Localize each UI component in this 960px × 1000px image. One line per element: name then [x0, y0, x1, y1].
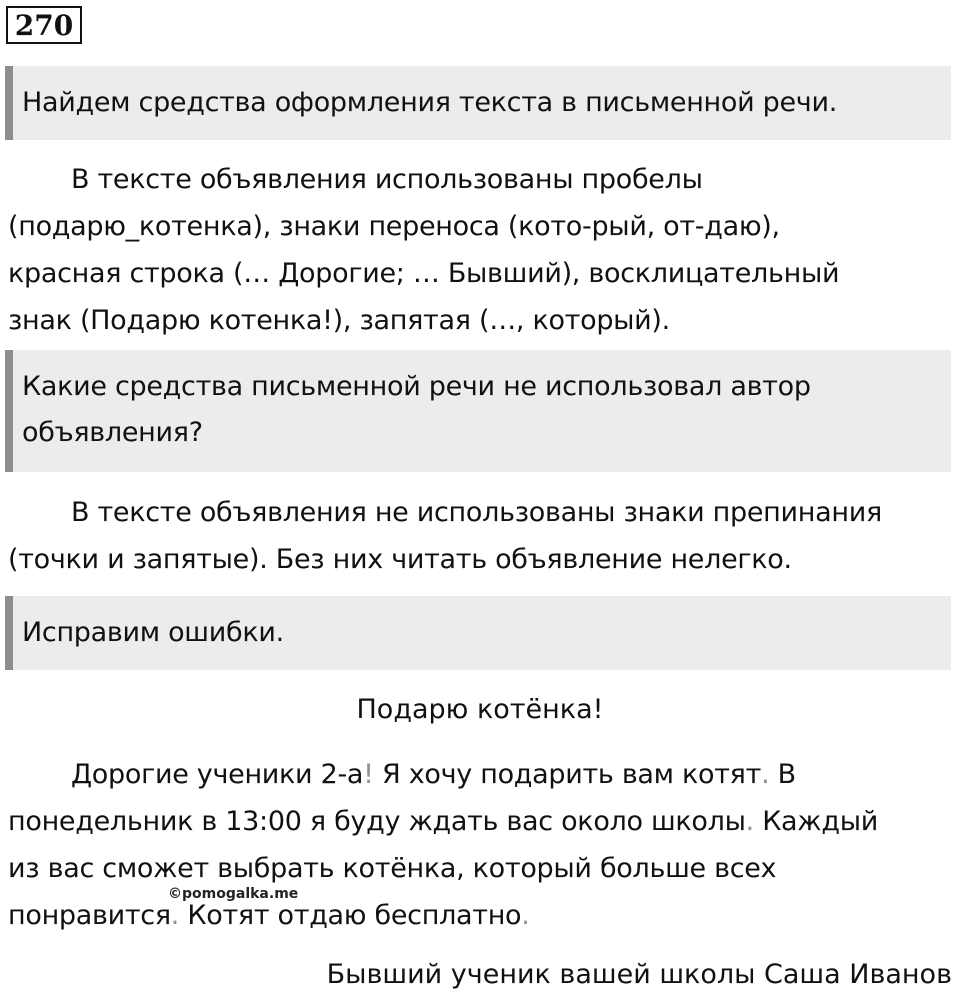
question-text-3: Исправим ошибки.: [22, 617, 284, 648]
notice-line-4: [8, 892, 953, 939]
notice-signature: Бывший ученик вашей школы Саша Иванов: [326, 959, 952, 990]
notice-line-2-part-a: понедельник в 13:00 я буду ждать вас около школы: [8, 806, 746, 837]
added-period-mark: .: [761, 759, 770, 790]
question-2-line-1: Какие средства письменной речи не использовал автор: [22, 371, 811, 402]
added-period-mark: .: [745, 806, 754, 837]
answer-1-line-2: (подарю_котенка), знаки переноса (кото-рый, от-даю),: [8, 211, 780, 242]
task-number-badge: 270: [6, 6, 82, 44]
question-block-3: [5, 596, 951, 670]
added-exclamation-mark: !: [363, 759, 374, 790]
notice-title: Подарю котёнка!: [356, 694, 604, 725]
notice-line-4-part-b: Котят отдаю бесплатно: [179, 900, 522, 931]
notice-line-2-part-b: Каждый: [753, 806, 878, 837]
answer-2-line-1-text: В тексте объявления не использованы знаки препинания: [71, 497, 882, 528]
question-2-line-2: объявления?: [22, 417, 203, 448]
question-text-1: Найдем средства оформления текста в письменной речи.: [22, 87, 837, 118]
added-period-mark: .: [521, 900, 530, 931]
notice-line-1-part-a: Дорогие ученики 2-а: [71, 759, 364, 790]
notice-body: [8, 751, 953, 939]
answer-2-line-1: [8, 489, 953, 536]
notice-line-3: из вас сможет выбрать котёнка, который больше всех: [8, 853, 777, 884]
answer-paragraph-2: [8, 489, 953, 583]
answer-paragraph-1: [8, 156, 953, 344]
notice-line-2: [8, 798, 953, 845]
answer-1-line-1: [8, 156, 953, 203]
question-block-1: [5, 66, 951, 140]
answer-1-line-3: красная строка (… Дорогие; … Бывший), восклицательный: [8, 258, 840, 289]
notice-line-1: [8, 751, 953, 798]
added-period-mark: .: [170, 900, 180, 931]
answer-2-line-2: (точки и запятые). Без них читать объявление нелегко.: [8, 544, 792, 575]
question-block-2: [5, 350, 951, 472]
notice-line-1-part-c: В: [769, 759, 796, 790]
watermark: ©pomogalka.me: [168, 886, 299, 902]
notice-line-1-part-b: Я хочу подарить вам котят: [373, 759, 762, 790]
answer-1-line-1-text: В тексте объявления использованы пробелы: [71, 164, 703, 195]
notice-line-4-part-a: понравится: [8, 900, 171, 931]
answer-1-line-4: знак (Подарю котенка!), запятая (…, который).: [8, 305, 670, 336]
